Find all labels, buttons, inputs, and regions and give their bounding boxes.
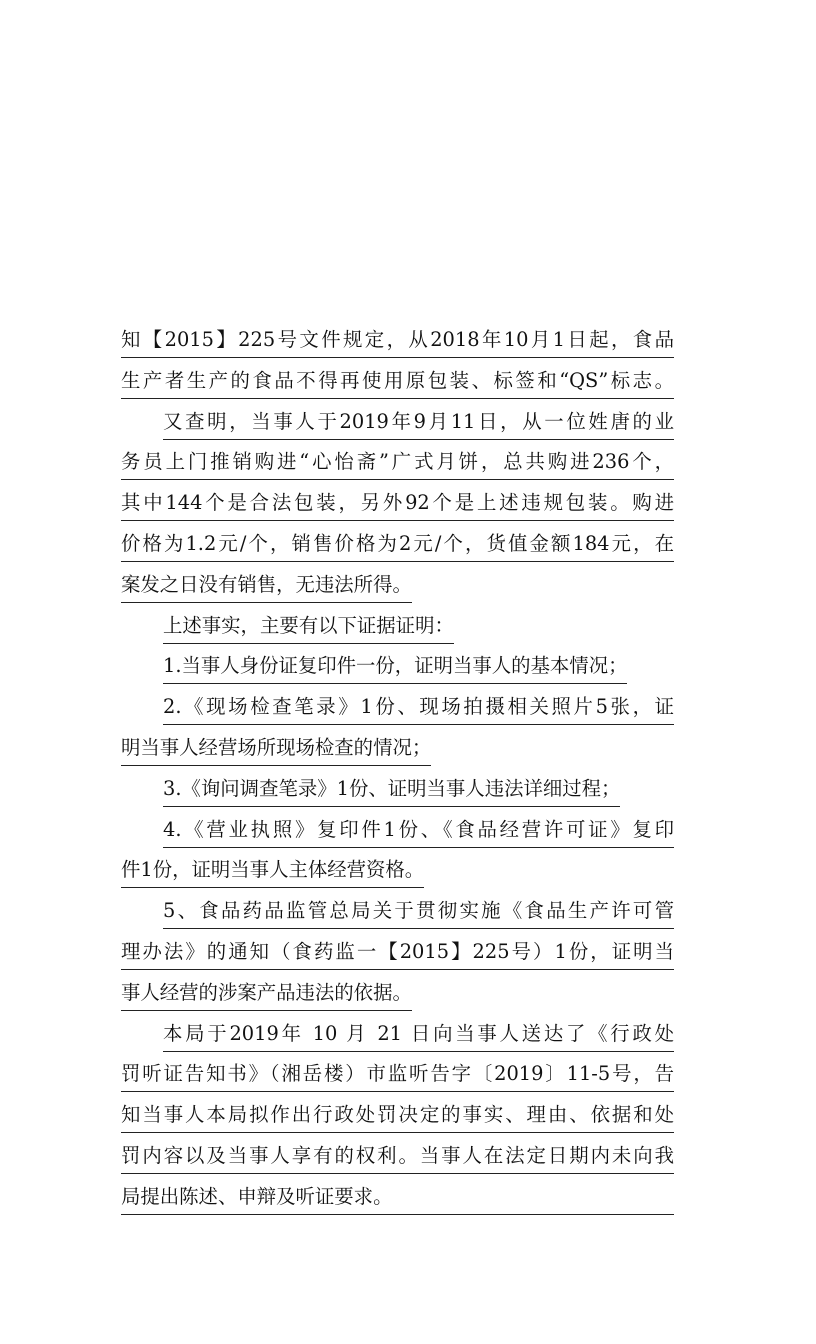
underline-rule xyxy=(121,602,412,603)
text-line xyxy=(121,1177,674,1218)
line-text: 1.当事人身份证复印件一份，证明当事人的基本情况； xyxy=(163,654,628,678)
text-line xyxy=(121,728,674,769)
underline-rule xyxy=(121,765,431,766)
line-text: 件1份，证明当事人主体经营资格。 xyxy=(121,858,425,882)
line-text: 上述事实，主要有以下证据证明： xyxy=(163,613,454,637)
text-line xyxy=(121,1014,674,1055)
underline-rule xyxy=(121,1132,674,1133)
line-text: 知【2015】225号文件规定，从2018年10月1日起，食品 xyxy=(121,328,674,351)
line-text: 其中144个是合法包装，另外92个是上述违规包装。购进 xyxy=(121,491,674,515)
line-text: 事人经营的涉案产品违法的依据。 xyxy=(121,980,412,1004)
underline-rule xyxy=(163,439,674,440)
text-line xyxy=(121,1054,674,1095)
line-text: 局提出陈述、申辩及听证要求。 xyxy=(121,1184,393,1208)
line-text: 明当事人经营场所现场检查的情况； xyxy=(121,735,432,759)
line-text: 罚内容以及当事人享有的权利。当事人在法定日期内未向我 xyxy=(121,1143,674,1167)
text-line xyxy=(121,850,674,891)
text-line xyxy=(121,687,674,728)
text-line xyxy=(121,442,674,483)
underline-rule xyxy=(121,969,674,970)
text-line xyxy=(121,320,674,361)
text-line xyxy=(121,1095,674,1136)
line-text: 务员上门推销购进“心怡斋”广式月饼，总共购进236个， xyxy=(121,450,674,474)
text-line xyxy=(121,810,674,851)
text-line xyxy=(121,565,674,606)
text-line xyxy=(121,361,674,402)
underline-rule xyxy=(163,847,674,848)
document-body xyxy=(121,320,674,1218)
line-text: 案发之日没有销售，无违法所得。 xyxy=(121,572,412,596)
underline-rule xyxy=(121,1173,674,1174)
underline-rule xyxy=(163,724,674,725)
line-text: 3.《询问调查笔录》1份、证明当事人违法详细过程； xyxy=(163,776,621,800)
underline-rule xyxy=(163,928,674,929)
text-line xyxy=(121,973,674,1014)
underline-rule xyxy=(121,520,674,521)
line-text: 4.《营业执照》复印件1份、《食品经营许可证》复印 xyxy=(163,817,674,841)
underline-rule xyxy=(121,1010,412,1011)
line-text: 罚听证告知书》（湘岳楼）市监听告字〔2019〕11-5号，告 xyxy=(121,1062,674,1086)
underline-rule xyxy=(163,643,454,644)
line-text: 5、食品药品监管总局关于贯彻实施《食品生产许可管 xyxy=(163,899,674,923)
line-text: 知当事人本局拟作出行政处罚决定的事实、理由、依据和处 xyxy=(121,1103,674,1127)
underline-rule xyxy=(163,806,620,807)
underline-rule xyxy=(121,561,674,562)
line-text: 生产者生产的食品不得再使用原包装、标签和“QS”标志。 xyxy=(121,368,674,392)
text-line xyxy=(121,891,674,932)
underline-rule xyxy=(121,479,674,480)
text-line xyxy=(121,483,674,524)
line-text: 本局于2019年 10 月 21 日向当事人送达了《行政处 xyxy=(163,1021,674,1045)
text-line xyxy=(121,606,674,647)
underline-rule xyxy=(163,683,627,684)
line-text: 又查明，当事人于2019年9月11日，从一位姓唐的业 xyxy=(163,409,674,433)
text-line xyxy=(121,1136,674,1177)
line-text: 2.《现场检查笔录》1份、现场拍摄相关照片5张，证 xyxy=(163,695,674,719)
text-line xyxy=(121,524,674,565)
line-text: 理办法》的通知（食药监一【2015】225号）1份，证明当 xyxy=(121,939,674,963)
text-line xyxy=(121,932,674,973)
underline-rule xyxy=(121,1214,674,1215)
text-line xyxy=(121,402,674,443)
underline-rule xyxy=(163,1051,674,1052)
line-text: 价格为1.2元/个，销售价格为2元/个，货值金额184元，在 xyxy=(121,531,674,555)
text-line xyxy=(121,769,674,810)
text-line xyxy=(121,646,674,687)
underline-rule xyxy=(121,887,424,888)
underline-rule xyxy=(121,1091,674,1092)
underline-rule xyxy=(121,398,674,399)
underline-rule xyxy=(121,357,674,358)
